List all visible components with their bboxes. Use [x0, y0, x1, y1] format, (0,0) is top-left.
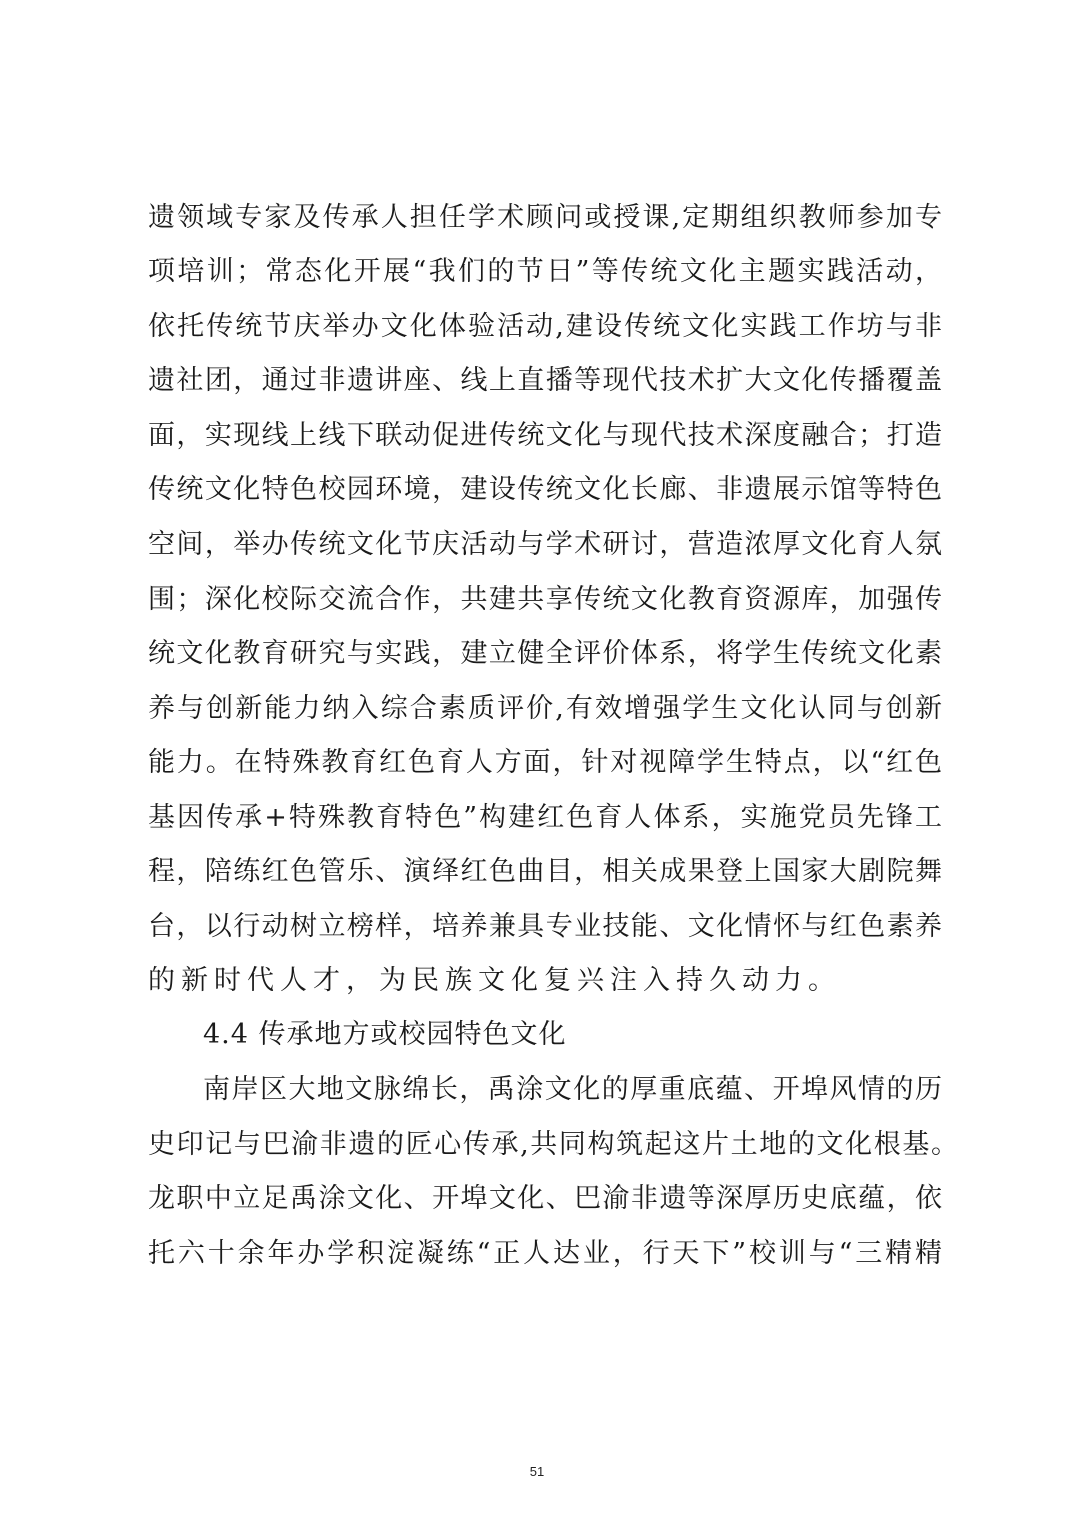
- body-text-line: 遗社团，通过非遗讲座、线上直播等现代技术扩大文化传播覆盖: [148, 365, 942, 396]
- body-text-line: 的新时代人才，为民族文化复兴注入持久动力。: [148, 965, 841, 996]
- body-text-line: 南岸区大地文脉绵长，禹涂文化的厚重底蕴、开埠风情的历: [203, 1074, 942, 1105]
- page-number: 51: [529, 1464, 545, 1479]
- body-text-line: 项培训；常态化开展“我们的节日”等传统文化主题实践活动，: [148, 256, 942, 287]
- body-text-line: 空间，举办传统文化节庆活动与学术研讨，营造浓厚文化育人氛: [148, 529, 942, 560]
- body-text-line: 程，陪练红色管乐、演绎红色曲目，相关成果登上国家大剧院舞: [148, 856, 942, 887]
- body-text-line: 史印记与巴渝非遗的匠心传承,共同构筑起这片土地的文化根基。: [148, 1129, 958, 1160]
- body-text-line: 遗领域专家及传承人担任学术顾问或授课,定期组织教师参加专: [148, 202, 942, 233]
- body-text-line: 依托传统节庆举办文化体验活动,建设传统文化实践工作坊与非: [148, 311, 942, 342]
- body-text-line: 台，以行动树立榜样，培养兼具专业技能、文化情怀与红色素养: [148, 911, 942, 942]
- body-text-line: 统文化教育研究与实践，建立健全评价体系，将学生传统文化素: [148, 638, 942, 669]
- body-text-line: 龙职中立足禹涂文化、开埠文化、巴渝非遗等深厚历史底蕴，依: [148, 1183, 942, 1214]
- body-text-line: 托六十余年办学积淀凝练“正人达业，行天下”校训与“三精精: [148, 1238, 942, 1269]
- section-heading: 4.4 传承地方或校园特色文化: [203, 1019, 567, 1050]
- body-text-line: 围；深化校际交流合作，共建共享传统文化教育资源库，加强传: [148, 584, 942, 615]
- body-text-line: 面，实现线上线下联动促进传统文化与现代技术深度融合；打造: [148, 420, 942, 451]
- body-text-line: 传统文化特色校园环境，建设传统文化长廊、非遗展示馆等特色: [148, 474, 942, 505]
- body-text-line: 能力。在特殊教育红色育人方面，针对视障学生特点，以“红色: [148, 747, 942, 778]
- body-text-line: 基因传承+特殊教育特色”构建红色育人体系，实施党员先锋工: [148, 802, 942, 833]
- body-text-line: 养与创新能力纳入综合素质评价,有效增强学生文化认同与创新: [148, 693, 942, 724]
